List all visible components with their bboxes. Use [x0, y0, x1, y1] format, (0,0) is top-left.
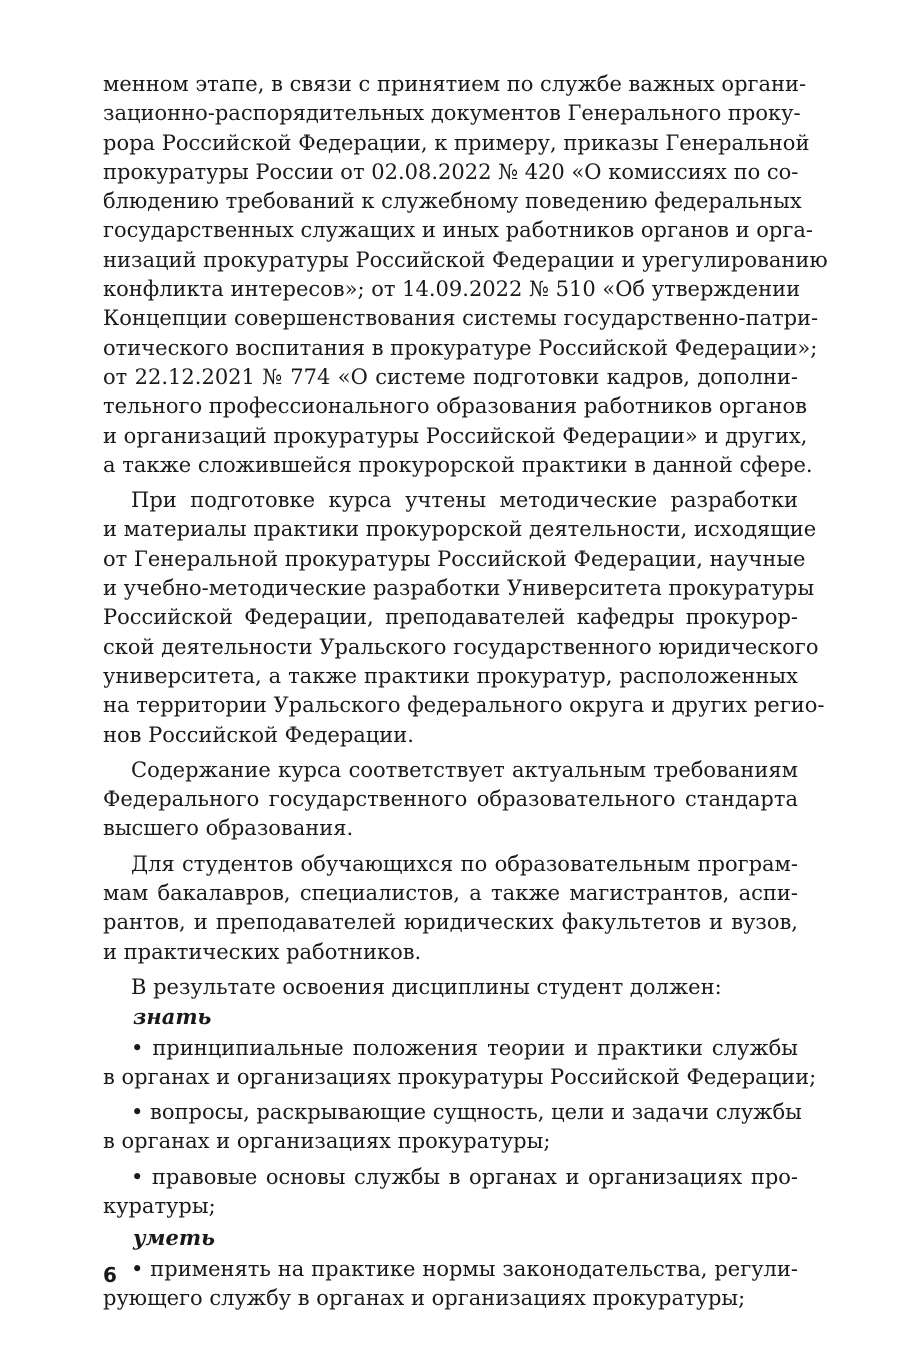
text-line: тельного профессионального образования работников органов: [103, 394, 807, 419]
text-line: высшего образования.: [103, 816, 354, 841]
text-line: от 22.12.2021 № 774 «О системе подготовки кадров, дополни-: [103, 364, 798, 389]
text-line: в органах и организациях прокуратуры Российской Федерации;: [103, 1064, 817, 1089]
text-line: куратуры;: [103, 1193, 216, 1218]
text-line: Содержание курса соответствует актуальным требованиям: [131, 757, 798, 782]
bullet-item: [103, 1163, 798, 1222]
text-line: • вопросы, раскрывающие сущность, цели и задачи службы: [131, 1100, 802, 1125]
text-line: рора Российской Федерации, к примеру, приказы Генеральной: [103, 130, 810, 155]
text-line: и учебно-методические разработки Университета прокуратуры: [103, 576, 815, 601]
text-line: При подготовке курса учтены методические разработки: [131, 488, 798, 513]
paragraph-course-preparation: [103, 486, 825, 750]
text-line: прокуратуры России от 02.08.2022 № 420 «О комиссиях по со-: [103, 159, 799, 184]
text-line: • правовые основы службы в органах и организациях про-: [131, 1164, 798, 1189]
paragraph-intro-continuation: [103, 70, 828, 480]
bullet-item: [103, 1255, 798, 1314]
text-line: мам бакалавров, специалистов, а также магистрантов, аспи-: [103, 881, 798, 906]
text-line: Российской Федерации, преподавателей кафедры прокурор-: [103, 605, 798, 630]
text-line: нов Российской Федерации.: [103, 722, 414, 747]
text-line: отического воспитания в прокуратуре Российской Федерации»;: [103, 335, 818, 360]
page-number: 6: [103, 1263, 117, 1287]
text-line: государственных служащих и иных работников органов и орга-: [103, 218, 813, 243]
text-line: от Генеральной прокуратуры Российской Федерации, научные: [103, 546, 806, 571]
text-line: и материалы практики прокурорской деятельности, исходящие: [103, 517, 817, 542]
text-line: а также сложившейся прокурорской практики в данной сфере.: [103, 452, 813, 477]
paragraph-course-content: [103, 756, 798, 844]
text-line: низаций прокуратуры Российской Федерации и урегулированию: [103, 247, 828, 272]
text-line: Концепции совершенствования системы государственно-патри-: [103, 306, 819, 331]
text-line: • применять на практике нормы законодательства, регули-: [131, 1256, 798, 1281]
heading-know: знать: [133, 1004, 212, 1030]
text-line: • принципиальные положения теории и практики службы: [131, 1035, 798, 1060]
text-line: рантов, и преподавателей юридических факультетов и вузов,: [103, 910, 798, 935]
text-line: на территории Уральского федерального округа и других регио-: [103, 693, 825, 718]
text-line: ской деятельности Уральского государственного юридического: [103, 634, 819, 659]
text-line: и практических работников.: [103, 939, 422, 964]
text-line: рующего службу в органах и организациях прокуратуры;: [103, 1285, 746, 1310]
text-line: Федерального государственного образовательного стандарта: [103, 787, 798, 812]
text-line: В результате освоения дисциплины студент должен:: [131, 974, 722, 999]
bullet-item: [103, 1098, 802, 1157]
text-line: и организаций прокуратуры Российской Федерации» и других,: [103, 423, 808, 448]
text-line: Для студентов обучающихся по образовательным програм-: [131, 851, 798, 876]
paragraph-learning-outcomes: [103, 973, 798, 1002]
heading-be-able: уметь: [133, 1225, 215, 1251]
bullet-item: [103, 1034, 817, 1093]
text-line: университета, а также практики прокуратур, расположенных: [103, 663, 798, 688]
paragraph-audience: [103, 850, 798, 967]
text-line: в органах и организациях прокуратуры;: [103, 1129, 551, 1154]
text-line: блюдению требований к служебному поведению федеральных: [103, 189, 802, 214]
page-body: [103, 70, 828, 1319]
text-line: конфликта интересов»; от 14.09.2022 № 510 «Об утверждении: [103, 277, 801, 302]
text-line: менном этапе, в связи с принятием по службе важных органи-: [103, 72, 807, 96]
text-line: зационно-распорядительных документов Генерального проку-: [103, 101, 801, 126]
